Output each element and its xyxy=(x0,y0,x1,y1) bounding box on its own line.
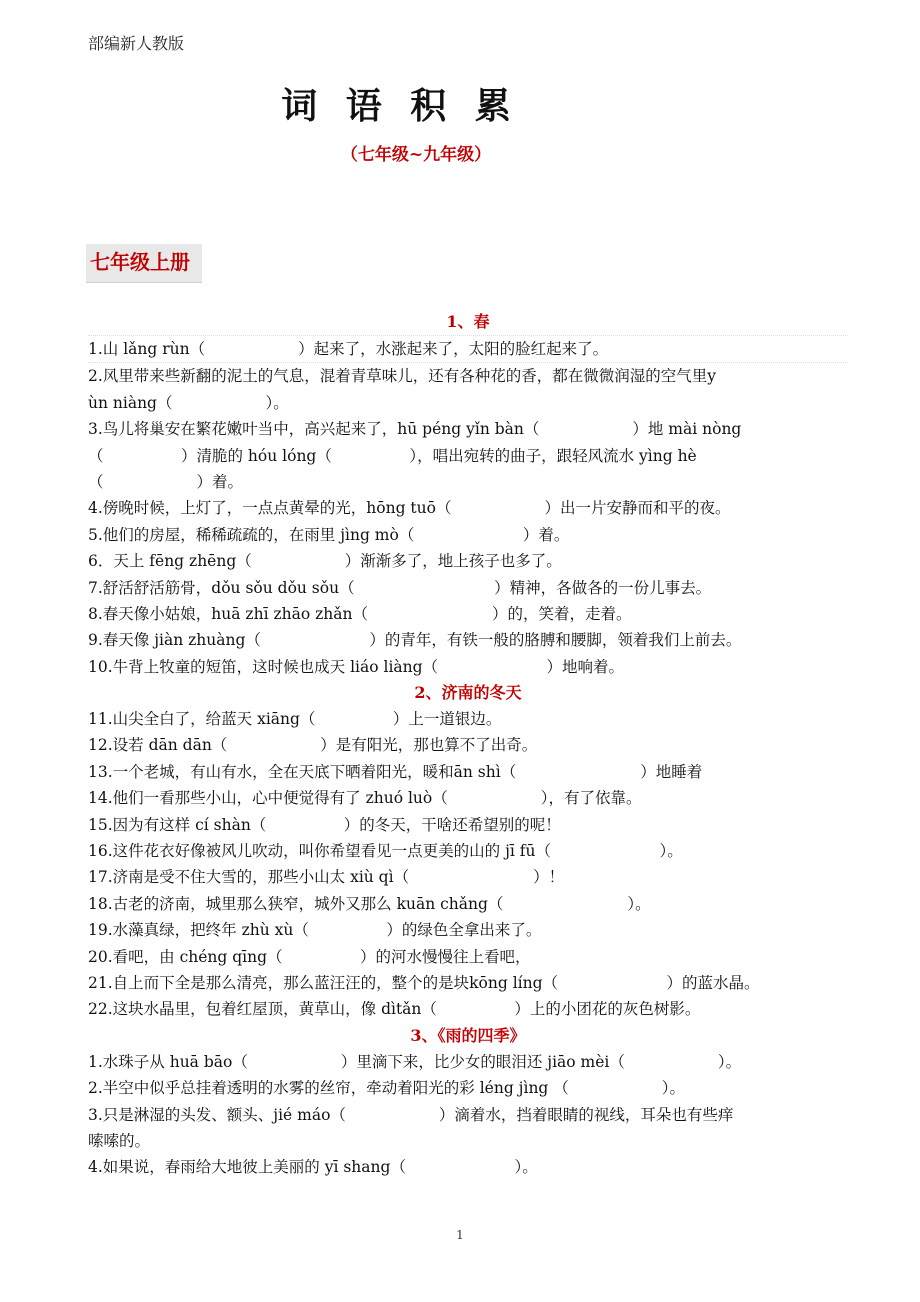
exercise-line: 17.济南是受不住大雪的，那些小山太 xiù qì（ ）！ xyxy=(88,868,565,887)
exercise-line: 12.设若 dān dān（ ）是有阳光，那也算不了出奇。 xyxy=(88,736,538,755)
exercise-line: （ ）清脆的 hóu lóng（ ），唱出宛转的曲子，跟轻风流水 yìng hè xyxy=(88,446,697,465)
exercise-line: （ ）着。 xyxy=(88,472,244,491)
exercise-line: 14.他们一看那些小山，心中便觉得有了 zhuó luò（ ），有了依靠。 xyxy=(88,789,642,808)
exercise-content xyxy=(88,309,848,1181)
exercise-line: 3.只是淋湿的头发、额头、jié máo（ ）滴着水，挡着眼睛的视线，耳朵也有些痒 xyxy=(88,1105,734,1124)
exercise-line: 22.这块水晶里，包着红屋顶，黄草山，像 dìtǎn（ ）上的小团花的灰色树影。 xyxy=(88,1000,701,1019)
exercise-line: 18.古老的济南，城里那么狭窄，城外又那么 kuān chǎng（ ）。 xyxy=(88,894,651,913)
exercise-line: 19.水藻真绿，把终年 zhù xù（ ）的绿色全拿出来了。 xyxy=(88,921,542,940)
exercise-line: 9.春天像 jiàn zhuàng（ ）的青年，有铁一般的胳膊和腰脚，领着我们上前去。 xyxy=(88,631,742,650)
section-title: 1、春 xyxy=(446,312,490,331)
exercise-line: 10.牛背上牧童的短笛，这时候也成天 liáo liàng（ ）地响着。 xyxy=(88,657,625,676)
exercise-line: 1.山 lǎng rùn（ ）起来了，水涨起来了，太阳的脸红起来了。 xyxy=(88,335,848,362)
publisher-label: 部编新人教版 xyxy=(88,34,185,53)
exercise-line: 21.自上而下全是那么清亮，那么蓝汪汪的，整个的是块kōng líng（ ）的蓝水晶。 xyxy=(88,973,760,992)
section-title: 2、济南的冬天 xyxy=(414,683,522,703)
exercise-line: 15.因为有这样 cí shàn（ ）的冬天，干啥还希望别的呢！ xyxy=(88,815,561,834)
exercise-line: 3.鸟儿将巢安在繁花嫩叶当中，高兴起来了，hū péng yǐn bàn（ ）地 mài nòng xyxy=(88,420,742,439)
grade-heading: 七年级上册 xyxy=(86,244,202,283)
exercise-line: 6．天上 fēng zhēng（ ）渐渐多了，地上孩子也多了。 xyxy=(88,552,562,571)
exercise-line: 16.这件花衣好像被风儿吹动，叫你希望看见一点更美的山的 jī fū（ ）。 xyxy=(88,842,683,861)
exercise-line: 5.他们的房屋，稀稀疏疏的，在雨里 jìng mò（ ）着。 xyxy=(88,525,570,544)
section-title: 3、《雨的四季》 xyxy=(410,1025,526,1045)
exercise-line: 4.傍晚时候，上灯了，一点点黄晕的光，hōng tuō（ ）出一片安静而和平的夜。 xyxy=(88,499,731,518)
exercise-line: 2.风里带来些新翻的泥土的气息，混着青草味儿，还有各种花的香，都在微微润湿的空气里y xyxy=(88,362,848,389)
exercise-line: 嗦嗦的。 xyxy=(88,1131,151,1150)
exercise-line: ùn niàng（ ）。 xyxy=(88,393,289,412)
page-subtitle: （七年级~九年级） xyxy=(340,145,492,165)
exercise-line: 20.看吧，由 chéng qīng（ ）的河水慢慢往上看吧， xyxy=(88,947,531,966)
page-title: 词 语 积 累 xyxy=(281,85,519,127)
exercise-line: 13.一个老城，有山有水，全在天底下晒着阳光，暖和ān shì（ ）地睡着 xyxy=(88,762,703,781)
page-number: 1 xyxy=(456,1228,464,1242)
exercise-line: 1.水珠子从 huā bāo（ ）里滴下来，比少女的眼泪还 jiāo mèi（ ）。 xyxy=(88,1052,742,1071)
exercise-line: 4.如果说，春雨给大地彼上美丽的 yī shang（ ）。 xyxy=(88,1158,538,1177)
exercise-line: 8.春天像小姑娘，huā zhī zhāo zhǎn（ ）的，笑着，走着。 xyxy=(88,604,632,623)
exercise-line: 2.半空中似乎总挂着透明的水雾的丝帘，牵动着阳光的彩 léng jìng （ ）。 xyxy=(88,1079,686,1098)
exercise-line: 7.舒活舒活筋骨，dǒu sǒu dǒu sǒu（ ）精神，各做各的一份儿事去。 xyxy=(88,578,712,597)
exercise-line: 11.山尖全白了，给蓝天 xiāng（ ）上一道银边。 xyxy=(88,710,502,729)
